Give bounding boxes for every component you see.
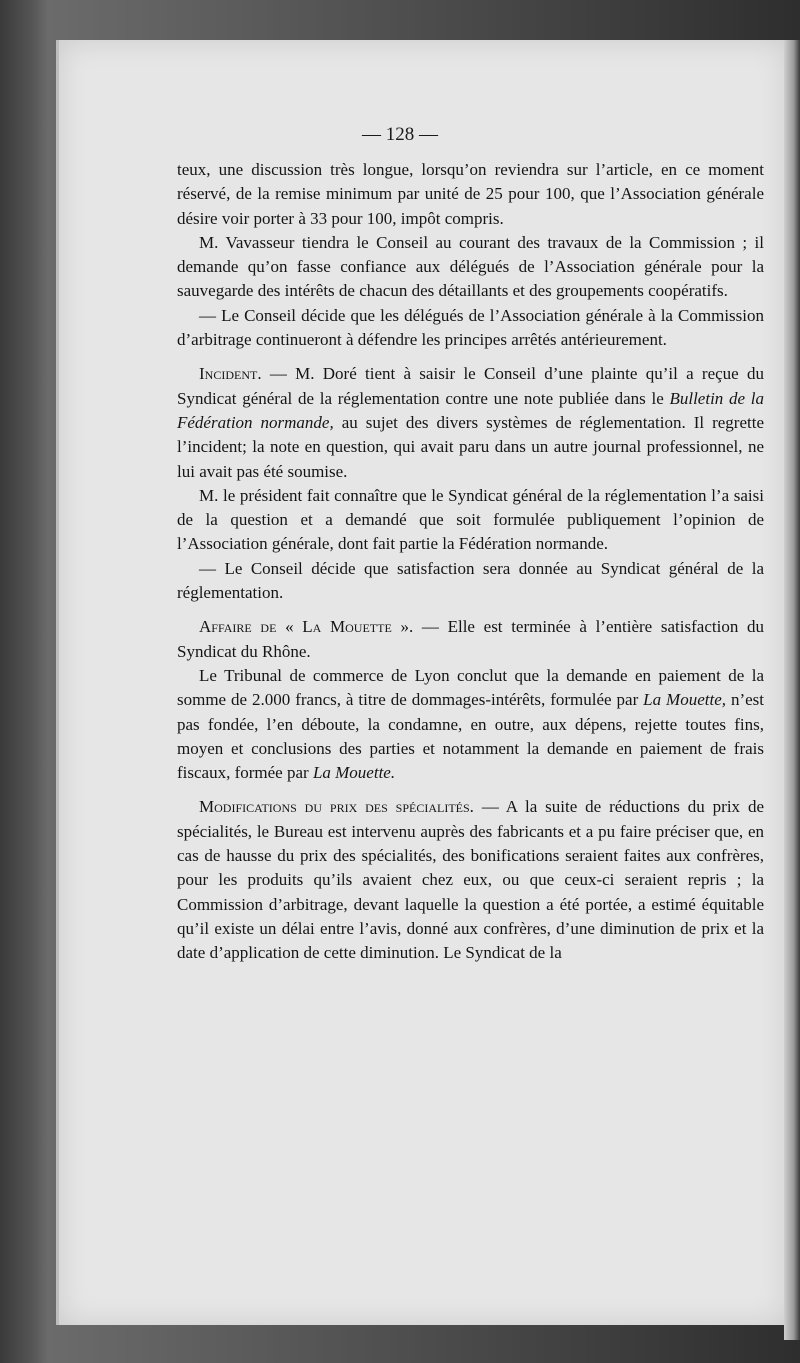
modifications-paragraph xyxy=(177,795,764,965)
italic-title: Bulletin de la Fédération normande, xyxy=(177,388,764,432)
paragraph-text: — Elle est terminée à l’entière satisfaction du Syndicat du Rhône. xyxy=(177,617,765,661)
paragraph: — Le Conseil décide que satisfaction sera donnée au Syndicat général de la réglementation. xyxy=(177,558,764,603)
paragraph: M. le président fait connaître que le Syndicat général de la réglementation l’a saisi de la question et a demandé que soit formulée publiquement l’opinion de l’Association générale, dont fait partie la Fédération normande. xyxy=(177,485,764,554)
paragraph-text: n’est pas fondée, l’en déboute, la condamne, en outre, aux dépens, rejette toutes fins, moyen et conclusions des parties et notamment la demande en paiement de frais fiscaux, formée par xyxy=(177,690,764,783)
incident-paragraph xyxy=(177,362,764,483)
mouette-paragraph xyxy=(177,615,764,664)
paragraph: — Le Conseil décide que les délégués de l’Association générale à la Commission d’arbitrage continueront à défendre les principes arrêtés antérieurement. xyxy=(177,305,764,350)
paragraph: M. Vavasseur tiendra le Conseil au courant des travaux de la Commission ; il demande qu’on fasse confiance aux délégués de l’Association générale pour la sauvegarde des intérêts de chacun des détaillants et des groupements coopératifs. xyxy=(177,232,764,301)
paragraph-text: au sujet des divers systèmes de réglementation. Il regrette l’incident; la note en question, qui avait paru dans un autre journal professionnel, ne lui avait pas été soumise. xyxy=(177,412,764,481)
paragraph xyxy=(177,664,764,785)
page-edge xyxy=(784,40,800,1340)
paragraph: teux, une discussion très longue, lorsqu’on reviendra sur l’article, en ce moment réservé, de la remise minimum par unité de 25 pour 100, que l’Association générale désire voir porter à 33 pour 100, impôt compris. xyxy=(177,160,764,228)
italic-title: La Mouette, xyxy=(643,690,727,710)
section-heading: Incident. xyxy=(199,364,262,384)
paragraph-text: — M. Doré tient à saisir le Conseil d’une plainte qu’il a reçue du Syndicat général de la réglementation contre une note publiée dans le xyxy=(177,364,764,408)
page-number: — 128 — xyxy=(362,124,438,145)
paragraph-text: Le Tribunal de commerce de Lyon conclut que la demande en paiement de la somme de 2.000 francs, à titre de dommages-intérêts, formulée par xyxy=(177,665,764,710)
italic-title: La Mouette. xyxy=(312,763,396,783)
section-heading: Modifications du prix des spécialités. xyxy=(199,797,474,817)
paragraph-text: — A la suite de réductions du prix de spécialités, le Bureau est intervenu auprès des fabricants et a pu faire préciser que, en cas de hausse du prix des spécialités, des bonifications seraient faites aux confrères, pour les produits qu’ils avaient chez eux, ou que ceux-ci seraient repris ; la Commission d’arbitrage, devant laquelle la question a été portée, a estimé équitable qu’il existe un délai entre l’avis, donné aux confrères, d’une diminution de prix et la date d’application de cette diminution. Le Syndicat de la xyxy=(177,797,764,963)
section-heading: Affaire de « La Mouette ». xyxy=(199,617,414,637)
body-text xyxy=(177,158,764,966)
